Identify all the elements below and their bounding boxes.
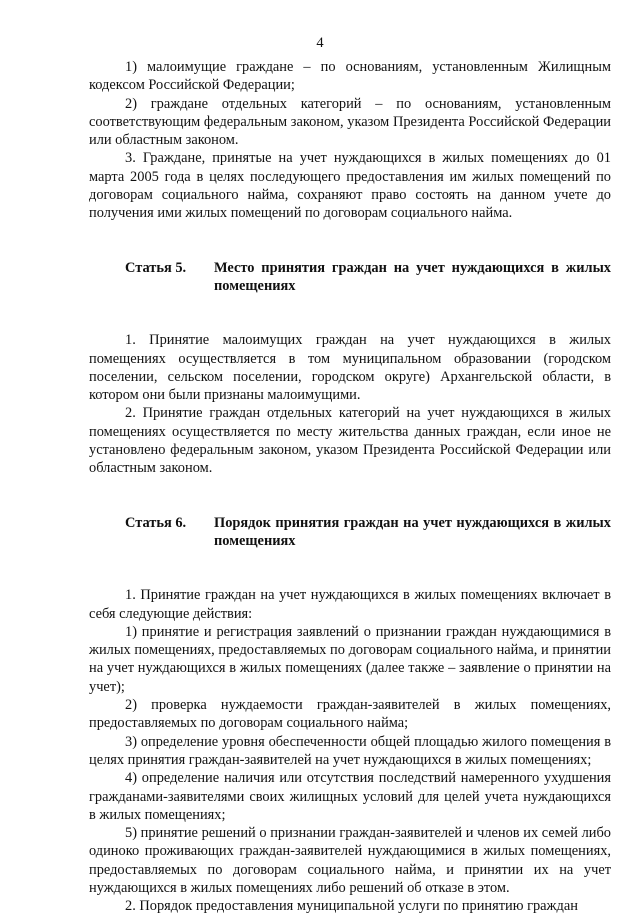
article-6-paragraph-2: 2. Порядок предоставления муниципальной услуги по принятию граждан [125, 898, 578, 915]
page-number: 4 [316, 35, 324, 51]
article-6-title: Порядок принятия граждан на учет нуждающихся в жилых помещениях [214, 514, 611, 549]
paragraph-top-1: 1) малоимущие граждане – по основаниям, установленным Жилищным кодексом Российской Федерации; [89, 59, 611, 94]
article-6-item-5: 5) принятие решений о признании граждан-заявителей и членов их семей либо одиноко проживающих граждан-заявителей нуждающимися в жилых помещениях, предоставляемых по договорам социального найма, и принятии их на учет нуждающихся в жилых помещениях либо решений об отказе в этом. [89, 825, 611, 896]
article-5-paragraph-1: 1. Принятие малоимущих граждан на учет нуждающихся в жилых помещениях осуществляется в том муниципальном образовании (городском поселении, сельском поселении, городском округе) Архангельской области, в котором они были признаны малоимущими. [89, 332, 611, 404]
article-6-item-4: 4) определение наличия или отсутствия последствий намеренного ухудшения гражданами-заявителями своих жилищных условий для целей учета нуждающихся в жилых помещениях; [89, 770, 611, 823]
article-5-paragraph-2: 2. Принятие граждан отдельных категорий на учет нуждающихся в жилых помещениях осуществляется по месту жительства данных граждан, если иное не установлено федеральным законом, указом Президента Российской Федерации или областным законом. [89, 405, 611, 477]
document-body [89, 58, 611, 916]
article-6-paragraph-1: 1. Принятие граждан на учет нуждающихся в жилых помещениях включает в себя следующие действия: [89, 587, 611, 622]
article-6-item-3: 3) определение уровня обеспеченности общей площадью жилого помещения в целях принятия граждан-заявителей на учет нуждающихся в жилых помещениях; [89, 733, 611, 768]
article-6-heading [125, 514, 611, 551]
paragraph-top-3: 3. Граждане, принятые на учет нуждающихся в жилых помещениях до 01 марта 2005 года в целях последующего предоставления им жилых помещений по договорам социального найма, сохраняют право состоять на данном учете до получения ими жилых помещений по договорам социального найма. [89, 150, 611, 222]
article-6-number: Статья 6. [125, 514, 187, 531]
article-5-title: Место принятия граждан на учет нуждающихся в жилых помещениях [214, 259, 611, 294]
article-6-item-2: 2) проверка нуждаемости граждан-заявителей в жилых помещениях, предоставляемых по договорам социального найма; [89, 697, 611, 732]
paragraph-top-2: 2) граждане отдельных категорий – по основаниям, установленным соответствующим федеральным законом, указом Президента Российской Федерации или областным законом. [89, 95, 611, 149]
article-6-item-1: 1) принятие и регистрация заявлений о признании граждан нуждающимися в жилых помещениях, предоставляемых по договорам социального найма, и принятии на учет нуждающихся в жилых помещениях (далее также – заявление о принятии на учет); [89, 623, 611, 695]
article-5-heading [125, 259, 611, 296]
article-5-number: Статья 5. [125, 259, 187, 276]
